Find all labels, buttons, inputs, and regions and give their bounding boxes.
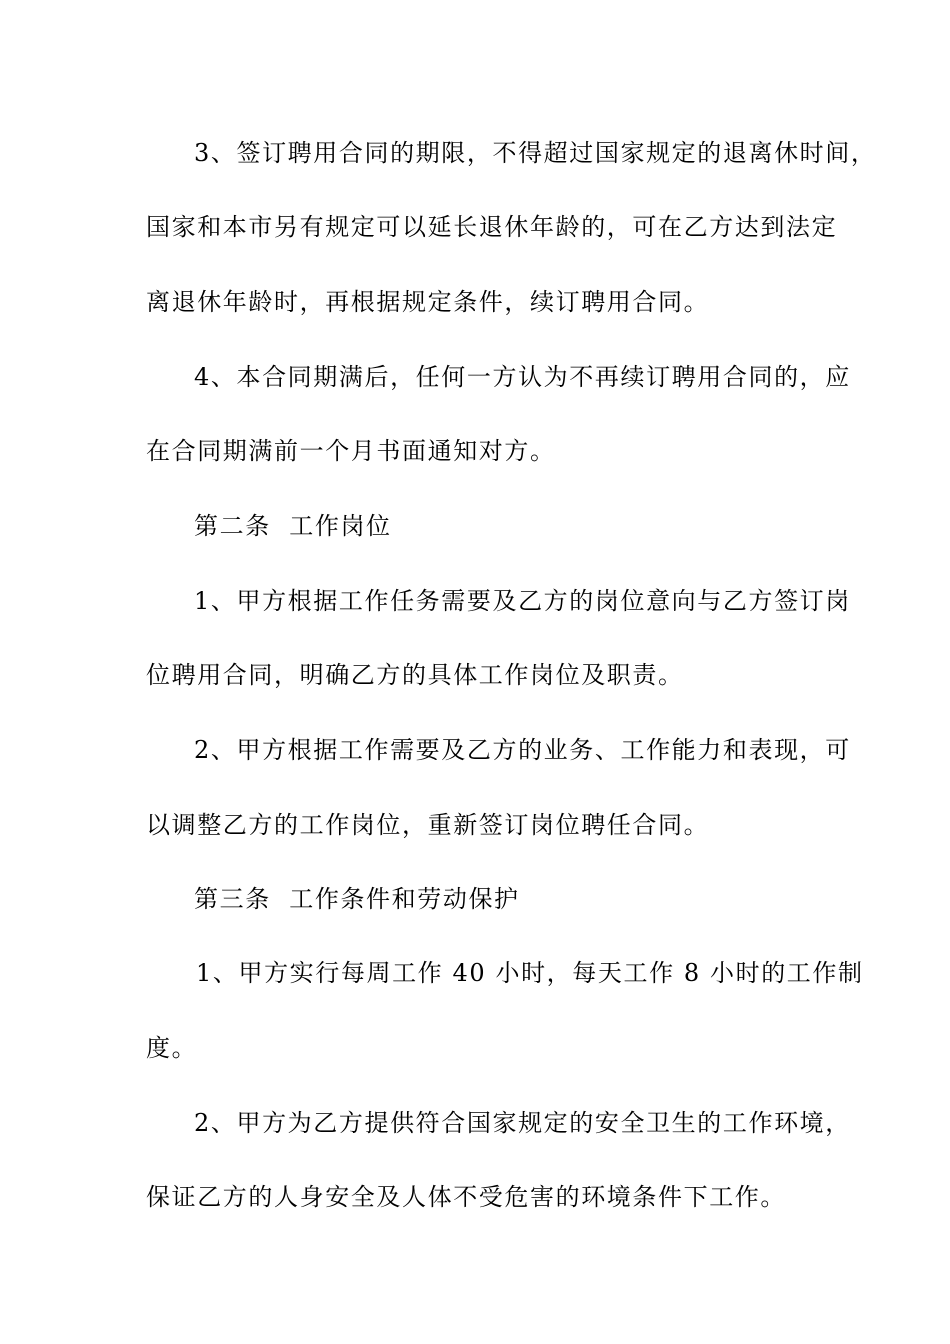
paragraph-line: 3、签订聘用合同的期限，不得超过国家规定的退离休时间， [194,139,877,167]
paragraph-line: 2、甲方为乙方提供符合国家规定的安全卫生的工作环境， [194,1109,851,1137]
paragraph-line: 位聘用合同，明确乙方的具体工作岗位及职责。 [146,661,684,689]
paragraph-line: 以调整乙方的工作岗位，重新签订岗位聘任合同。 [146,811,710,839]
paragraph-line: 保证乙方的人身安全及人体不受危害的环境条件下工作。 [146,1183,786,1211]
paragraph-line: 4、本合同期满后，任何一方认为不再续订聘用合同的，应 [194,363,851,391]
paragraph-line: 1、甲方实行每周工作 40 小时，每天工作 8 小时的工作制 [196,959,864,987]
section-heading: 第二条 工作岗位 [194,512,392,540]
paragraph-line: 2、甲方根据工作需要及乙方的业务、工作能力和表现，可 [194,736,851,764]
paragraph-line: 1、甲方根据工作任务需要及乙方的岗位意向与乙方签订岗 [194,587,851,615]
paragraph-line: 在合同期满前一个月书面通知对方。 [146,437,556,465]
section-heading: 第三条 工作条件和劳动保护 [194,885,520,913]
paragraph-line: 离退休年龄时，再根据规定条件，续订聘用合同。 [146,288,710,316]
paragraph-line: 国家和本市另有规定可以延长退休年龄的，可在乙方达到法定 [146,213,838,241]
paragraph-line: 度。 [146,1034,198,1062]
